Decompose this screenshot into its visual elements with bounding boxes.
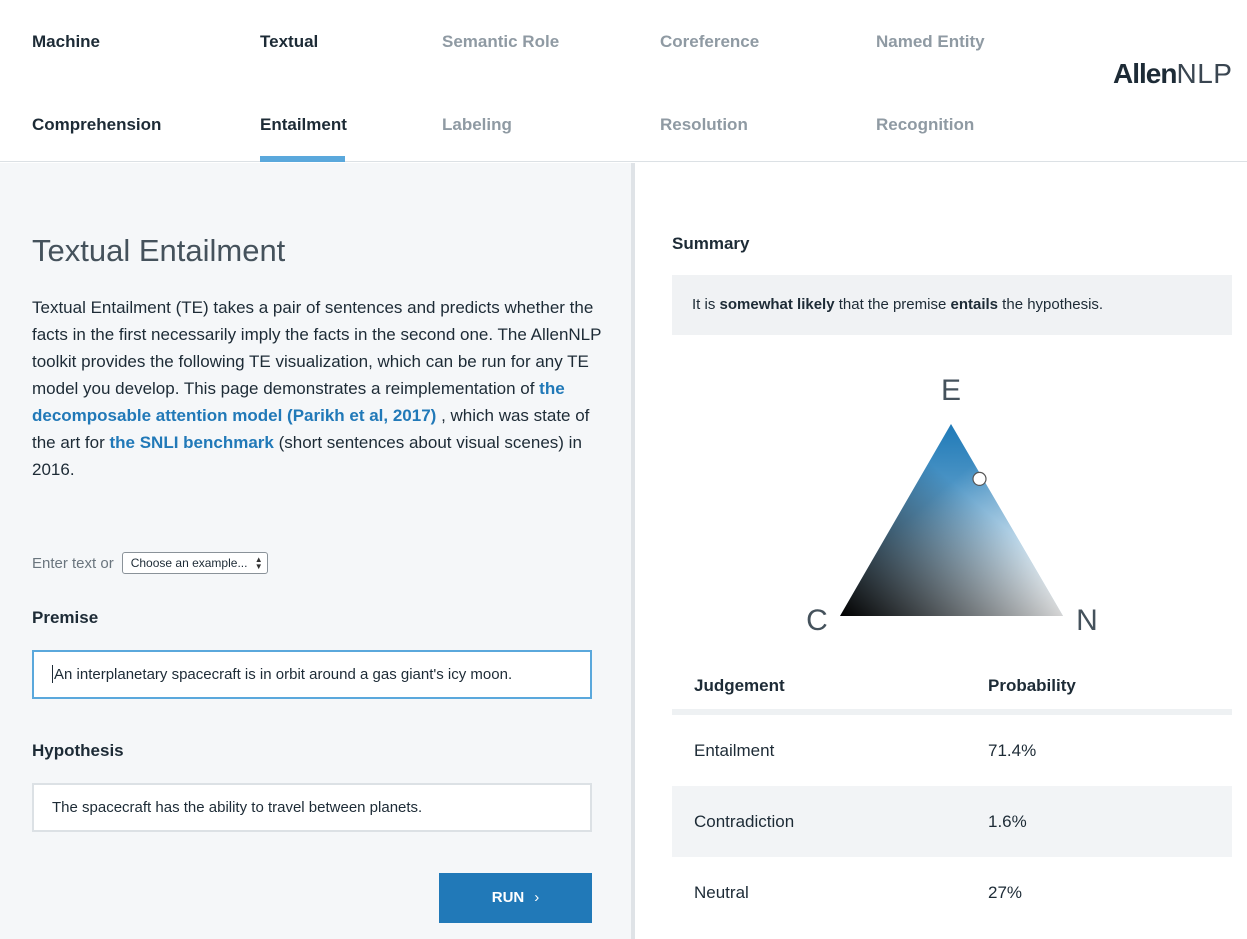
tab-label-line2: Resolution <box>660 115 748 134</box>
summary-strength: somewhat likely <box>719 296 835 313</box>
table-row <box>672 786 1232 857</box>
select-arrows-icon: ▲ ▼ <box>254 555 263 571</box>
enter-text-label: Enter text or <box>32 554 114 572</box>
description-text: , which was state of the art for <box>32 406 590 452</box>
corner-label-contradiction: C <box>806 604 828 637</box>
judgement-cell: Contradiction <box>694 812 795 831</box>
probability-cell: 1.6% <box>988 812 1027 831</box>
probability-marker <box>973 472 986 485</box>
tab-label-line2: Labeling <box>442 115 512 134</box>
chevron-right-icon: › <box>534 889 540 906</box>
table-row <box>672 857 1232 928</box>
judgement-table <box>672 657 1232 928</box>
corner-label-neutral: N <box>1076 604 1098 637</box>
probability-cell: 71.4% <box>988 741 1037 760</box>
hypothesis-label: Hypothesis <box>32 741 124 760</box>
tab-label-line1: Machine <box>32 32 101 51</box>
tab-label-line2: Recognition <box>876 115 975 134</box>
tab-textual-entailment[interactable] <box>260 0 345 162</box>
probability-cell: 27% <box>988 883 1023 902</box>
summary-text: that the premise <box>834 296 951 313</box>
logo-text-bold: Allen <box>1113 58 1177 89</box>
tab-label-line1: Named Entity <box>876 32 985 51</box>
active-tab-indicator <box>260 156 345 162</box>
model-output-panel <box>635 163 1247 939</box>
example-chooser <box>32 552 268 574</box>
snli-benchmark-link[interactable]: the SNLI benchmark <box>109 433 274 452</box>
table-row <box>672 715 1232 786</box>
description-text: (short sentences about visual scenes) in 2016. <box>32 433 582 479</box>
judgement-cell: Entailment <box>694 741 775 760</box>
summary-box <box>672 275 1232 335</box>
tab-label-line1: Semantic Role <box>442 32 560 51</box>
summary-title: Summary <box>672 234 750 253</box>
decomposable-attention-link[interactable]: the decomposable attention model (Parikh et al, 2017) <box>32 379 565 425</box>
tab-label-line1: Coreference <box>660 32 760 51</box>
premise-label: Premise <box>32 608 99 627</box>
corner-label-entailment: E <box>940 374 962 407</box>
page-title: Textual Entailment <box>32 233 286 268</box>
column-header-judgement: Judgement <box>694 676 785 695</box>
column-header-probability: Probability <box>988 676 1076 695</box>
run-button-label: RUN <box>491 889 525 906</box>
example-select-value: Choose an example... <box>130 556 248 570</box>
tab-label-line1: Textual <box>260 32 319 51</box>
tab-label-line2: Entailment <box>260 115 347 134</box>
text-cursor <box>52 665 53 683</box>
premise-input[interactable] <box>32 650 592 699</box>
triangle-body <box>840 424 1063 616</box>
model-input-panel <box>0 163 631 939</box>
premise-value: An interplanetary spacecraft is in orbit around a gas giant's icy moon. <box>54 666 513 683</box>
run-button[interactable] <box>439 873 592 923</box>
hypothesis-input[interactable] <box>32 783 592 832</box>
tab-label-line2: Comprehension <box>32 115 162 134</box>
summary-text: It is <box>692 296 720 313</box>
entailment-triangle <box>795 368 1105 638</box>
model-description <box>32 294 602 483</box>
summary-relation: entails <box>950 296 999 313</box>
description-text: Textual Entailment (TE) takes a pair of sentences and predicts whether the facts in the first necessarily imply the facts in the second one. The AllenNLP toolkit provides the following TE visualization, which can be run for any TE model you develop. This page demonstrates a reimplementation of <box>32 298 602 398</box>
judgement-cell: Neutral <box>694 883 749 902</box>
summary-text: the hypothesis. <box>998 296 1104 313</box>
top-navigation <box>0 0 1247 162</box>
logo-text-thin: NLP <box>1176 58 1233 89</box>
allennlp-logo[interactable] <box>1113 58 1232 90</box>
hypothesis-value: The spacecraft has the ability to travel between planets. <box>52 799 423 816</box>
example-select[interactable] <box>122 552 268 574</box>
table-header-row <box>672 657 1232 715</box>
